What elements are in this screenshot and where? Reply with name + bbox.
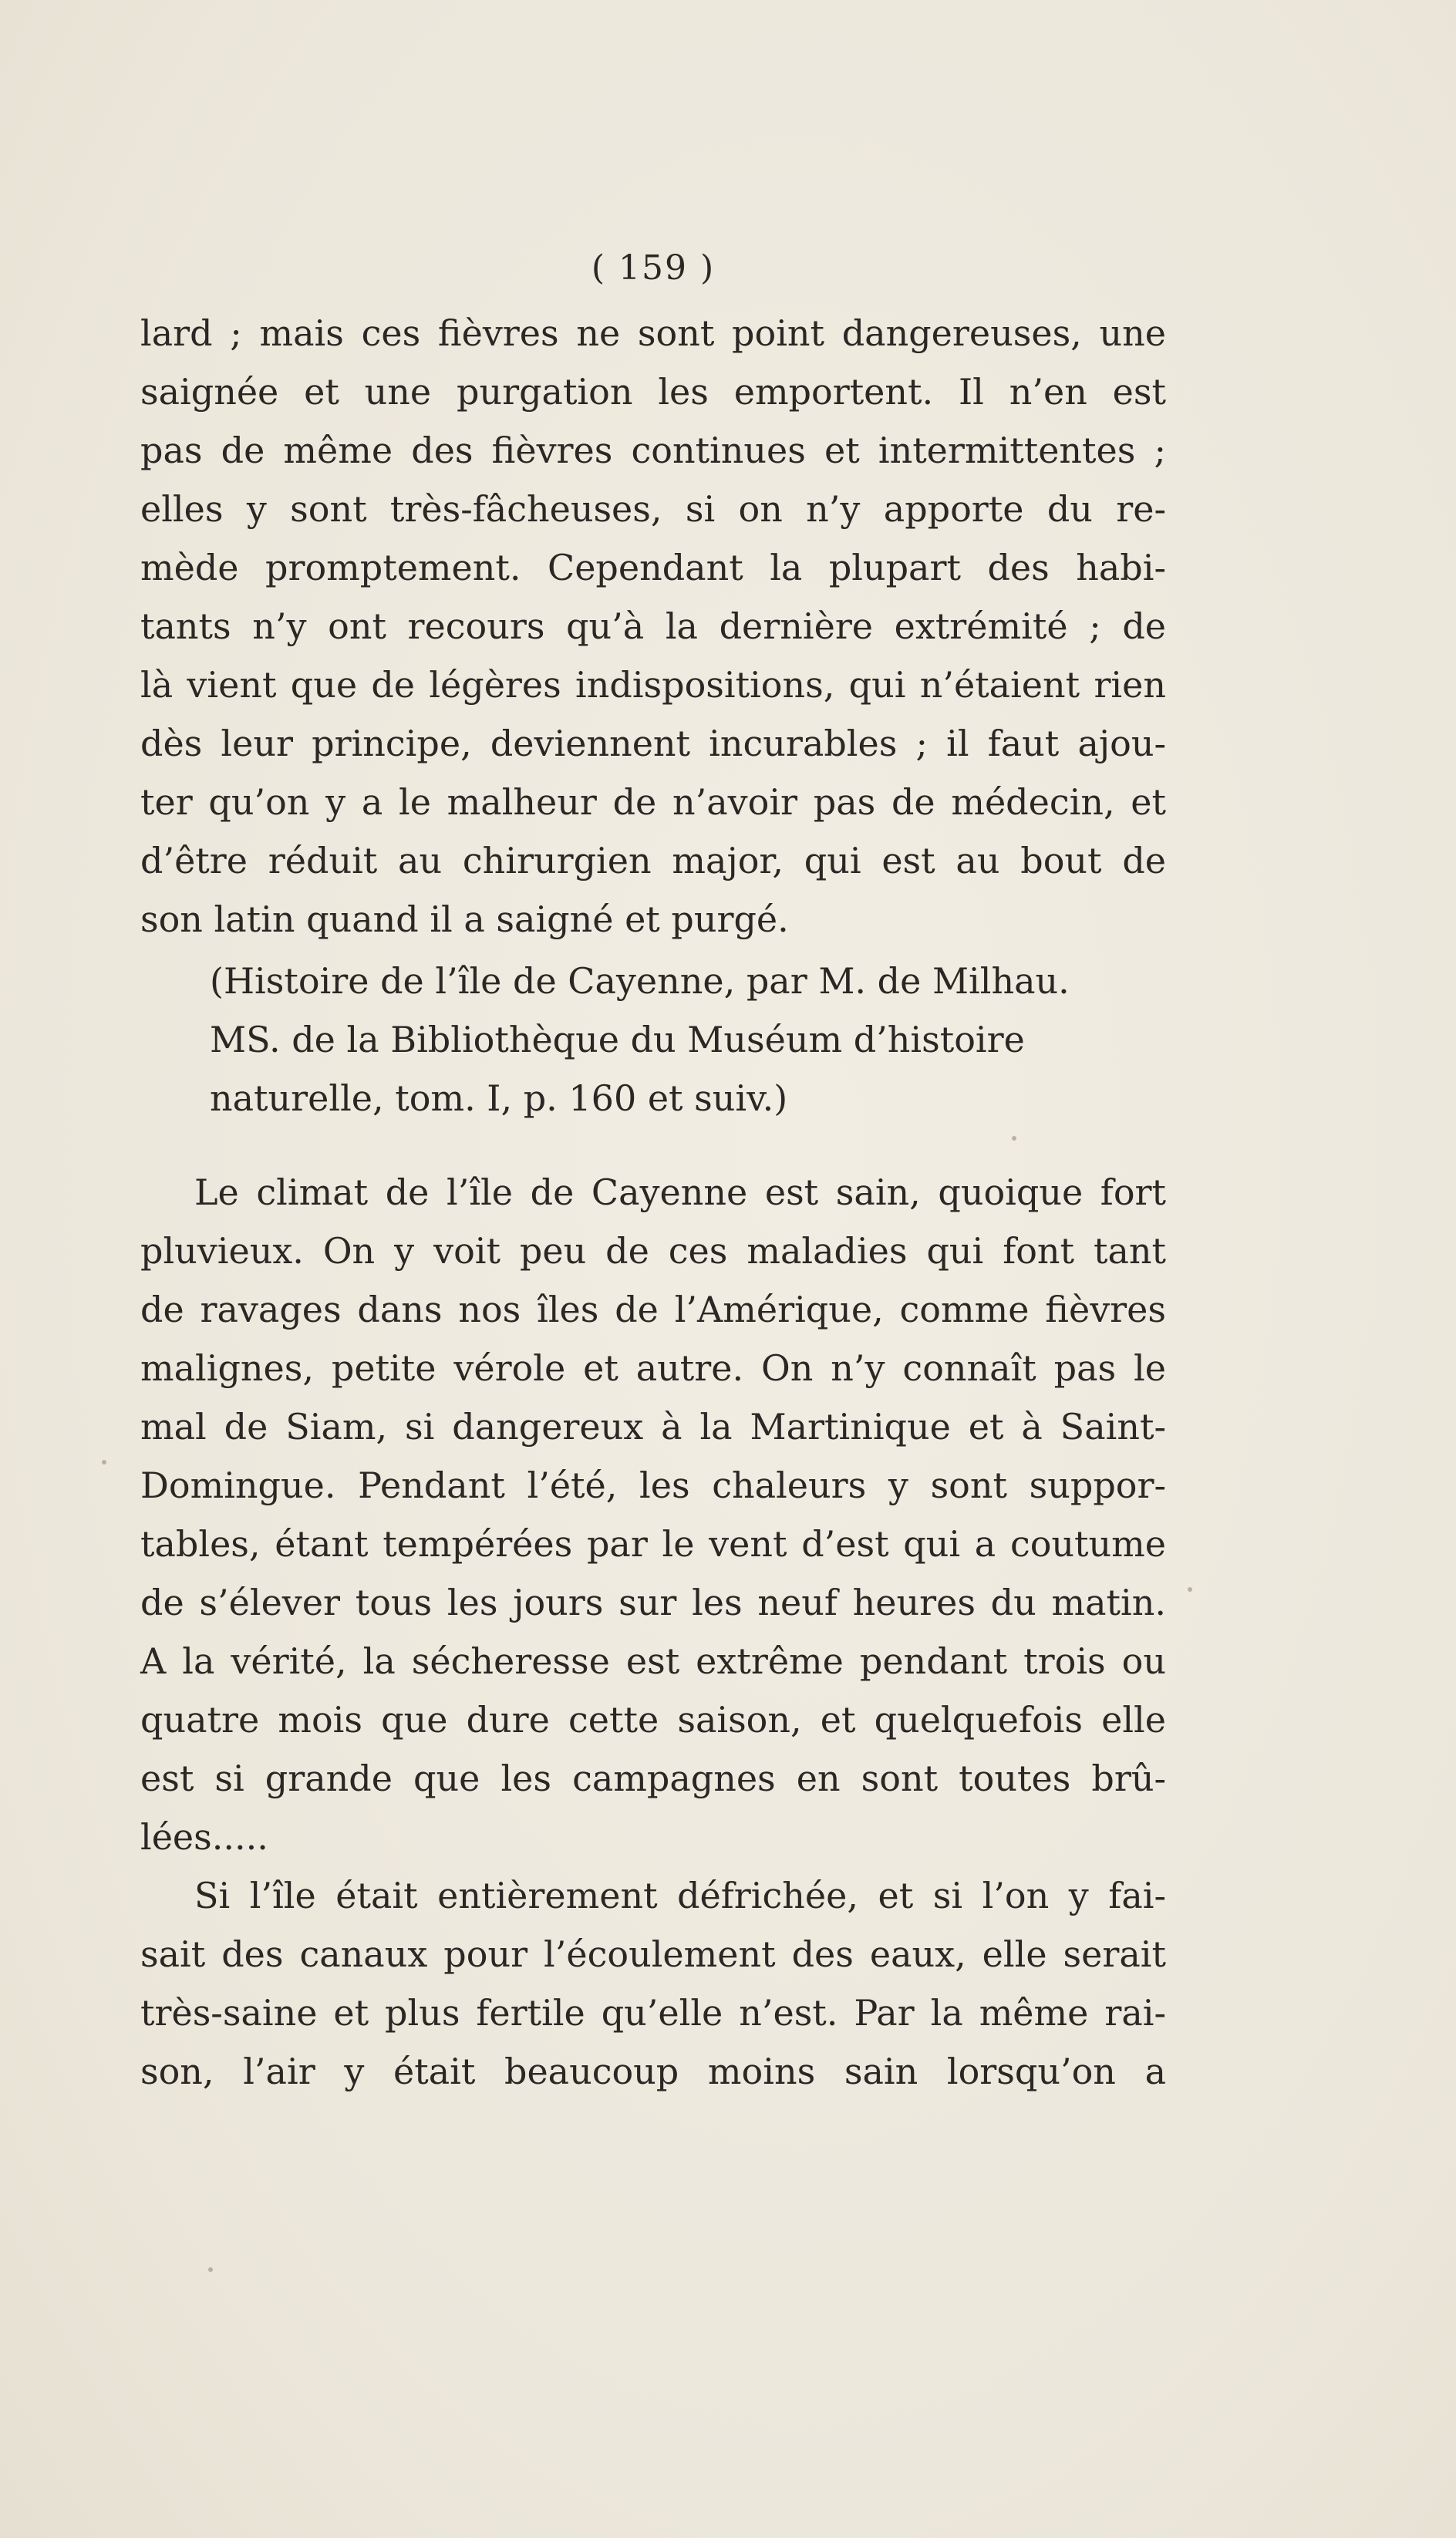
paper-speck: [102, 1460, 106, 1464]
text-line: elles y sont très-fâcheuses, si on n’y apporte du re-: [140, 488, 1166, 530]
text-line: tants n’y ont recours qu’à la dernière extrémité ; de: [140, 605, 1166, 647]
paragraph-3: [140, 1866, 1166, 2101]
text-line: pluvieux. On y voit peu de ces maladies qui font tant: [140, 1230, 1166, 1272]
text-line: son latin quand il a saigné et purgé.: [140, 898, 789, 940]
text-line: dès leur principe, deviennent incurables ; il faut ajou-: [140, 723, 1166, 764]
paper-speck: [208, 2267, 213, 2272]
text-line: Le climat de l’île de Cayenne est sain, quoique fort: [194, 1171, 1166, 1213]
text-line: là vient que de légères indispositions, qui n’étaient rien: [140, 664, 1166, 706]
paper-speck: [1188, 1587, 1192, 1592]
text-line: pas de même des fièvres continues et intermittentes ;: [140, 430, 1166, 471]
text-line: A la vérité, la sécheresse est extrême pendant trois ou: [140, 1640, 1166, 1682]
text-line: son, l’air y était beaucoup moins sain lorsqu’on a: [140, 2051, 1166, 2092]
text-line: sait des canaux pour l’écoulement des eaux, elle serait: [140, 1933, 1166, 1975]
paragraph-2: [140, 1163, 1166, 1866]
text-line: lées.....: [140, 1816, 268, 1858]
text-line: très-saine et plus fertile qu’elle n’est. Par la même rai-: [140, 1992, 1166, 2034]
text-line: est si grande que les campagnes en sont toutes brû-: [140, 1758, 1166, 1799]
text-line: malignes, petite vérole et autre. On n’y connaît pas le: [140, 1347, 1166, 1389]
citation-line: naturelle, tom. I, p. 160 et suiv.): [210, 1077, 788, 1119]
text-line: quatre mois que dure cette saison, et quelquefois elle: [140, 1699, 1166, 1741]
paper-speck: [1012, 1136, 1016, 1141]
text-line: mal de Siam, si dangereux à la Martinique et à Saint-: [140, 1406, 1166, 1448]
text-line: ter qu’on y a le malheur de n’avoir pas de médecin, et: [140, 781, 1166, 823]
citation-line: (Histoire de l’île de Cayenne, par M. de Milhau.: [210, 960, 1070, 1002]
text-line: Si l’île était entièrement défrichée, et si l’on y fai-: [194, 1875, 1166, 1916]
page-number: ( 159 ): [591, 248, 716, 288]
text-line: d’être réduit au chirurgien major, qui est au bout de: [140, 840, 1166, 881]
text-line: mède promptement. Cependant la plupart des habi-: [140, 547, 1166, 588]
text-line: Domingue. Pendant l’été, les chaleurs y sont suppor-: [140, 1464, 1166, 1506]
paragraph-1: [140, 304, 1166, 949]
section-gap: [140, 1127, 1166, 1163]
source-citation: [210, 952, 1166, 1127]
text-line: de s’élever tous les jours sur les neuf heures du matin.: [140, 1582, 1166, 1623]
text-line: tables, étant tempérées par le vent d’est qui a coutume: [140, 1523, 1166, 1565]
text-line: saignée et une purgation les emportent. Il n’en est: [140, 371, 1166, 413]
text-line: de ravages dans nos îles de l’Amérique, comme fièvres: [140, 1289, 1166, 1330]
citation-line: MS. de la Bibliothèque du Muséum d’histoire: [210, 1019, 1025, 1060]
page-text-block: [140, 247, 1166, 2101]
text-line: lard ; mais ces fièvres ne sont point dangereuses, une: [140, 312, 1166, 354]
